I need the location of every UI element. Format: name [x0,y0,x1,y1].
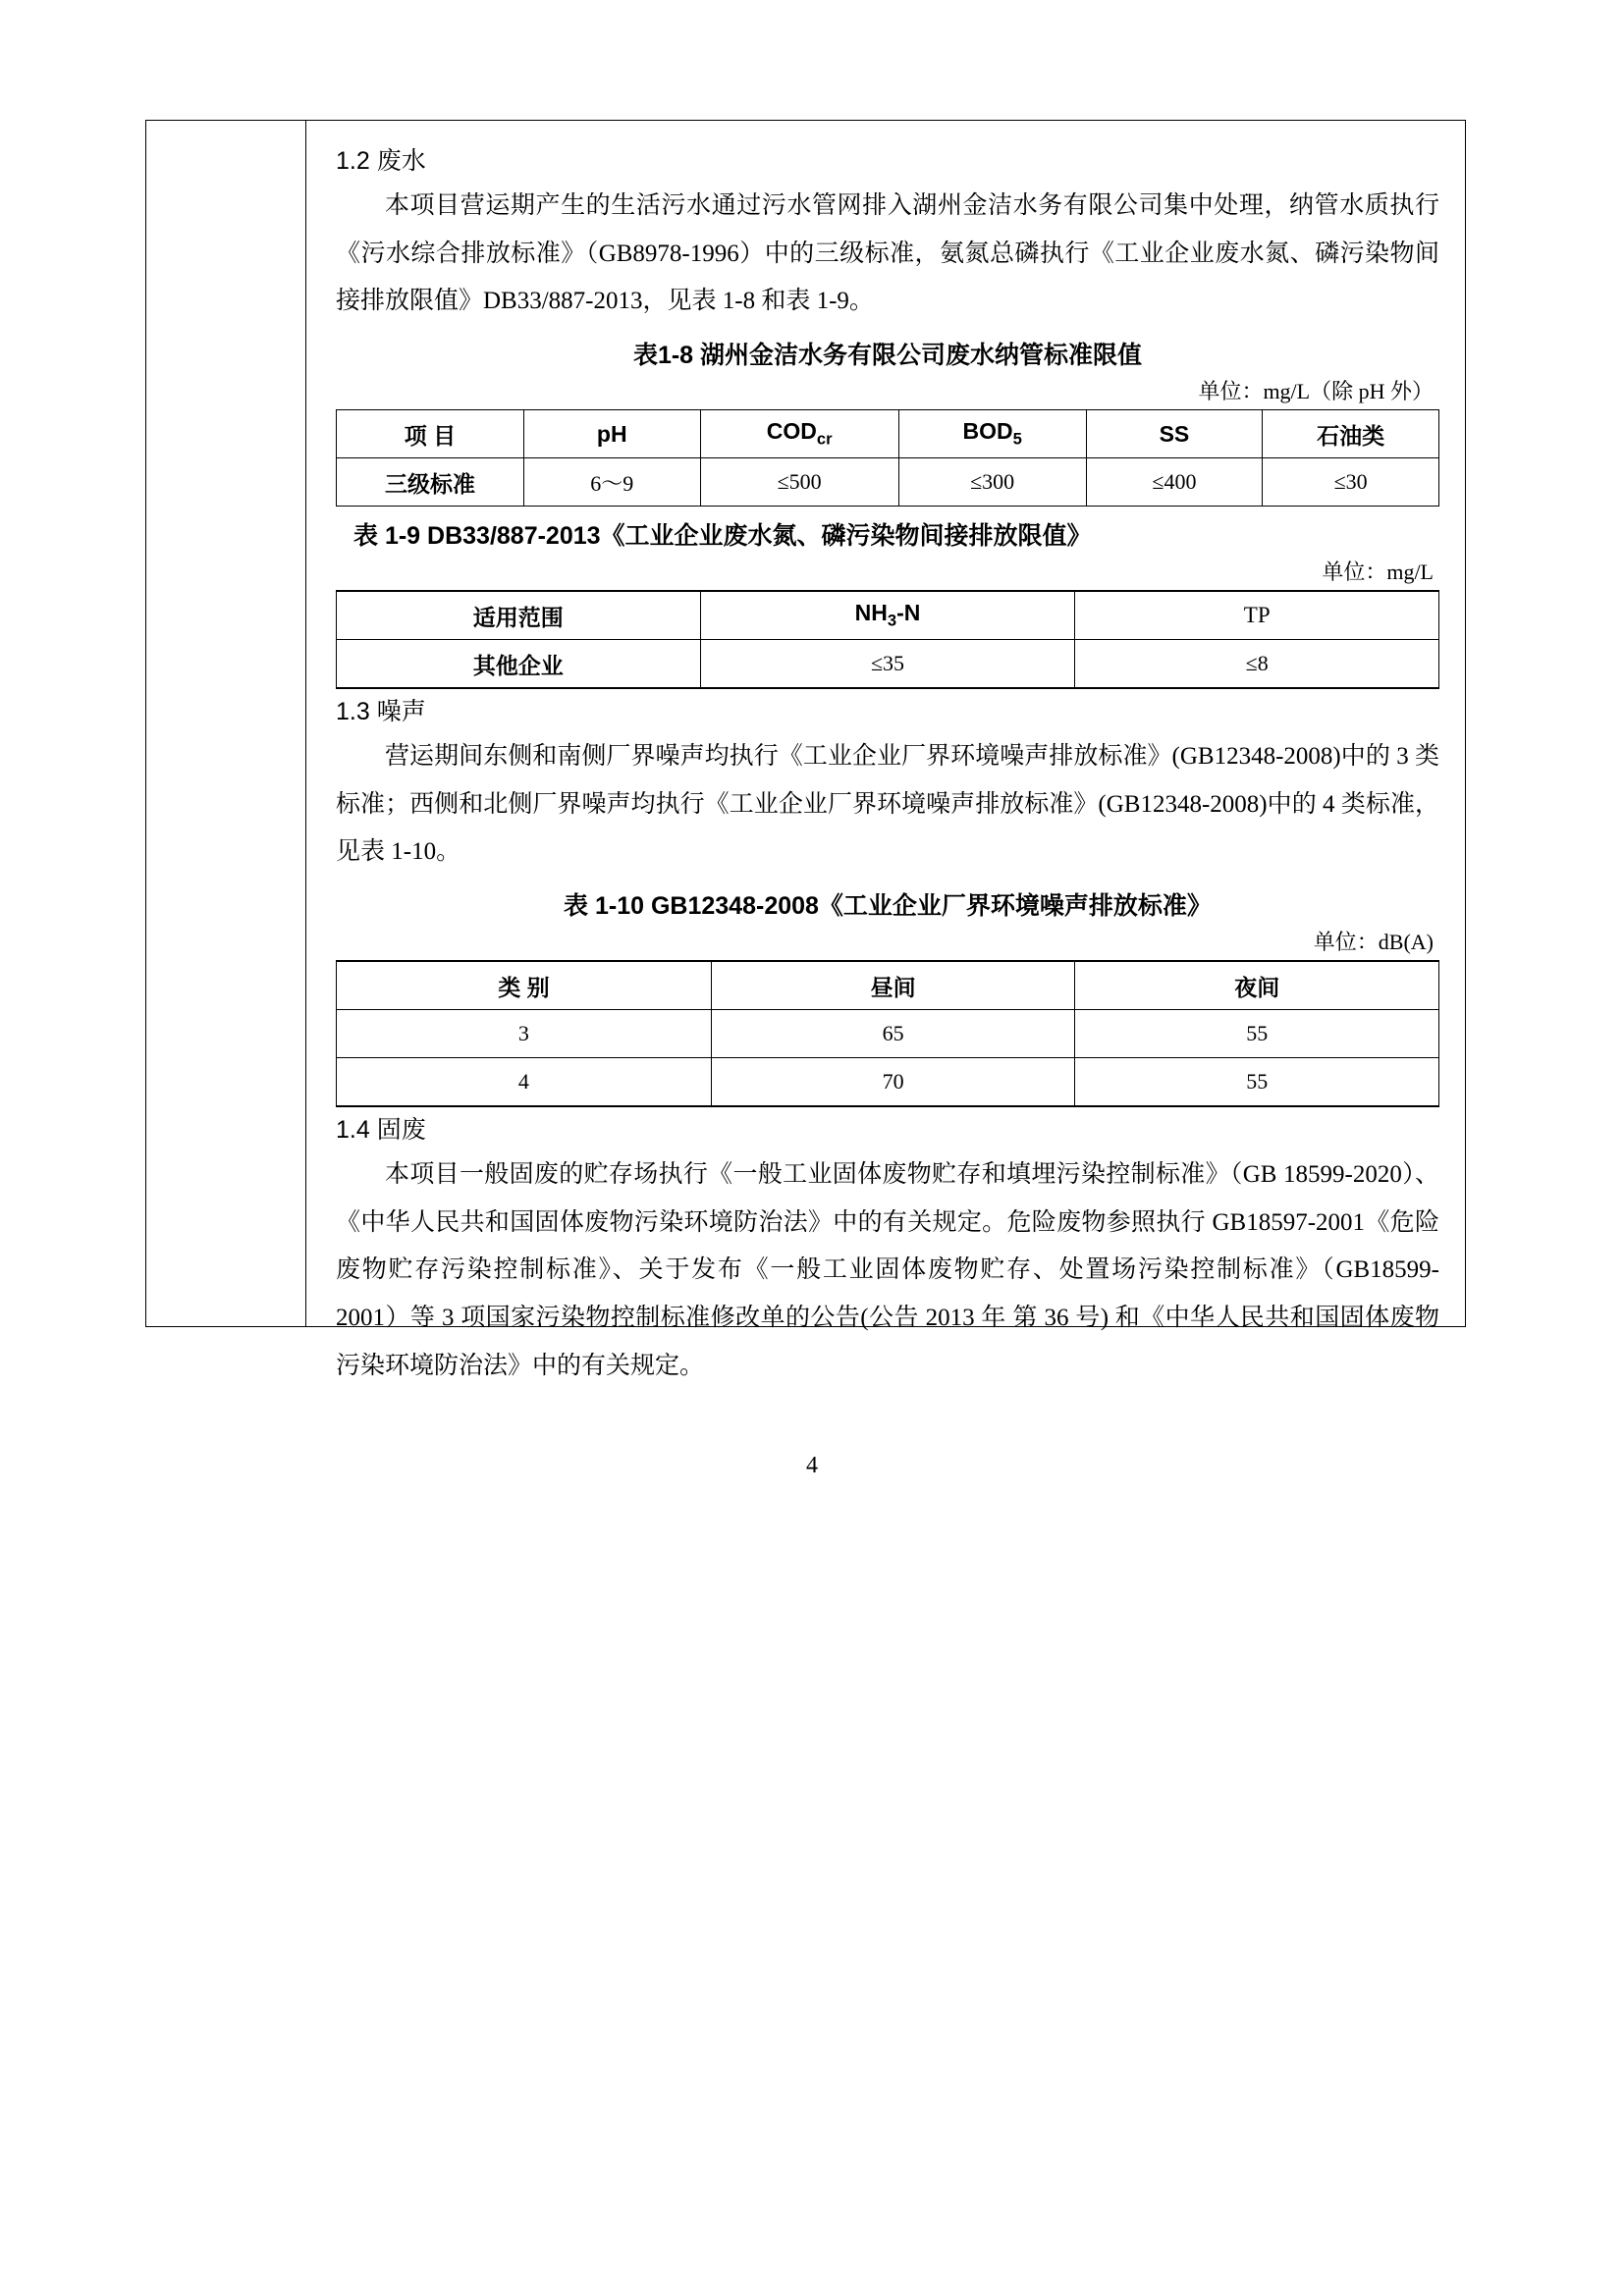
table-row-header [337,591,1439,640]
table-1-8-unit: 单位：mg/L（除 pH 外） [1198,379,1434,403]
table-row-header [337,961,1439,1010]
table-1-10-cell: 4 [337,1058,712,1107]
table-1-9-title: 表 1-9 DB33/887-2013《工业企业废水氮、磷污染物间接排放限值》 [353,522,1092,550]
content-frame [145,120,1466,1379]
table-row [337,458,1439,507]
table-1-10 [336,960,1439,1107]
table-1-10-cell: 55 [1075,1010,1439,1058]
table-1-8-header-cell: SS [1086,410,1263,458]
table-1-10-cell: 55 [1075,1058,1439,1107]
table-1-10-unit: 单位：dB(A) [1313,930,1434,954]
table-1-8-cell: 6～9 [523,458,700,507]
page-number: 4 [806,1453,818,1478]
table-1-8-cell: ≤500 [700,458,898,507]
table-1-10-header-cell: 类 别 [337,961,712,1010]
table-row [337,1010,1439,1058]
table-1-9-header-cell: 适用范围 [337,591,701,640]
frame-left-column [146,121,306,1326]
table-1-10-header-cell: 夜间 [1075,961,1439,1010]
table-row-header [337,410,1439,458]
section-paragraph-noise: 营运期间东侧和南侧厂界噪声均执行《工业企业厂界环境噪声排放标准》(GB12348-2008)中的 3 类标准；西侧和北侧厂界噪声均执行《工业企业厂界环境噪声排放标准》(GB12348-2008)中的 4 类标准，见表 1-10。 [336,742,1439,866]
table-1-9-header-cell: TP [1075,591,1439,640]
section-paragraph-waste-water: 本项目营运期产生的生活污水通过污水管网排入湖州金洁水务有限公司集中处理，纳管水质执行《污水综合排放标准》（GB8978-1996）中的三级标准，氨氮总磷执行《工业企业废水氮、磷污染物间接排放限值》DB33/887-2013，见表 1-8 和表 1-9。 [336,191,1439,315]
table-1-8-header-cell: $BOD_5$ [898,410,1086,458]
table-1-10-title: 表 1-10 GB12348-2008《工业企业厂界环境噪声排放标准》 [564,892,1212,920]
table-row [337,640,1439,689]
table-1-8-cell: ≤30 [1263,458,1439,507]
table-1-8-header-cell: 石油类 [1263,410,1439,458]
section-paragraph-solid-waste: 本项目一般固废的贮存场执行《一般工业固体废物贮存和填埋污染控制标准》（GB 18599-2020）、《中华人民共和国固体废物污染环境防治法》中的有关规定。危险废物参照执行 GB18597-2001《危险废物贮存污染控制标准》、关于发布《一般工业固体废物贮存、处置场污染控制标准》（GB18599- 2001）等 3 项国家污染物控制标准修改单的公告(公告 2013 年 第 36 号) 和《中华人民共和国固体废物污染环境防治法》中的有关规定。 [336,1160,1439,1379]
table-1-8-header-cell: $COD_{cr}$ [700,410,898,458]
table-1-10-header-cell: 昼间 [711,961,1075,1010]
table-1-10-cell: 3 [337,1010,712,1058]
frame-content-column [306,121,1465,1379]
table-1-9-unit: 单位：mg/L [1322,560,1434,584]
table-1-9 [336,590,1439,689]
table-1-9-cell: ≤8 [1075,640,1439,689]
section-heading-noise: 1.3 噪声 [336,698,426,725]
table-1-8-cell: ≤300 [898,458,1086,507]
table-1-8-cell: 三级标准 [337,458,524,507]
section-heading-waste-water: 1.2 废水 [336,147,426,175]
table-1-8-cell: ≤400 [1086,458,1263,507]
table-row [337,1058,1439,1107]
table-1-8-header-cell: 项 目 [337,410,524,458]
table-1-8 [336,409,1439,507]
table-1-9-header-cell: $NH_3-N$ [700,591,1075,640]
table-1-8-title: 表1-8 湖州金洁水务有限公司废水纳管标准限值 [632,342,1143,369]
section-heading-solid-waste: 1.4 固废 [336,1116,426,1144]
table-1-8-header-cell: pH [523,410,700,458]
table-1-10-cell: 70 [711,1058,1075,1107]
table-1-10-cell: 65 [711,1010,1075,1058]
table-1-9-cell: ≤35 [700,640,1075,689]
table-1-9-cell: 其他企业 [337,640,701,689]
